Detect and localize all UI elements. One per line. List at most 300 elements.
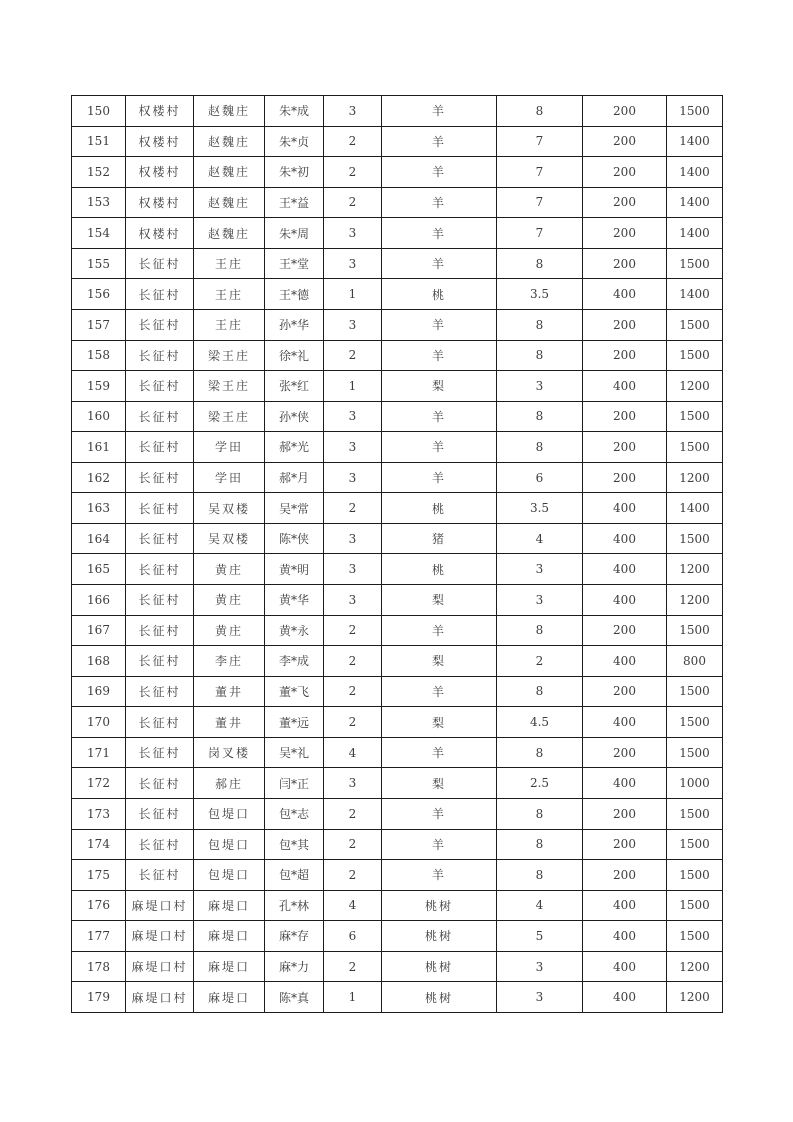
cell-village: 权楼村 (126, 126, 194, 157)
table-row (72, 218, 723, 249)
cell-total: 1500 (667, 676, 723, 707)
cell-total: 1200 (667, 982, 723, 1013)
cell-quantity: 7 (497, 218, 583, 249)
cell-total: 1500 (667, 615, 723, 646)
cell-type: 桃树 (382, 982, 497, 1013)
cell-hamlet: 包堤口 (194, 798, 265, 829)
cell-hamlet: 麻堤口 (194, 921, 265, 952)
cell-total: 1500 (667, 432, 723, 463)
cell-count: 2 (324, 951, 382, 982)
cell-person-name: 王*堂 (265, 248, 324, 279)
cell-village: 长征村 (126, 768, 194, 799)
cell-quantity: 3 (497, 554, 583, 585)
table-row (72, 860, 723, 891)
cell-unit-price: 200 (583, 462, 667, 493)
cell-unit-price: 200 (583, 737, 667, 768)
cell-unit-price: 200 (583, 248, 667, 279)
cell-unit-price: 400 (583, 279, 667, 310)
cell-total: 1000 (667, 768, 723, 799)
cell-total: 1400 (667, 157, 723, 188)
cell-hamlet: 王庄 (194, 248, 265, 279)
table-row (72, 187, 723, 218)
cell-total: 1400 (667, 218, 723, 249)
cell-row-number: 167 (72, 615, 126, 646)
cell-quantity: 8 (497, 309, 583, 340)
cell-count: 4 (324, 737, 382, 768)
table-row (72, 340, 723, 371)
cell-total: 1200 (667, 585, 723, 616)
cell-person-name: 朱*初 (265, 157, 324, 188)
cell-type: 羊 (382, 218, 497, 249)
cell-total: 1500 (667, 309, 723, 340)
cell-unit-price: 200 (583, 676, 667, 707)
cell-type: 羊 (382, 798, 497, 829)
cell-unit-price: 200 (583, 432, 667, 463)
cell-row-number: 170 (72, 707, 126, 738)
cell-count: 3 (324, 96, 382, 127)
cell-count: 3 (324, 585, 382, 616)
cell-person-name: 闫*正 (265, 768, 324, 799)
table-row (72, 96, 723, 127)
cell-row-number: 171 (72, 737, 126, 768)
cell-village: 麻堤口村 (126, 982, 194, 1013)
cell-type: 羊 (382, 187, 497, 218)
table-row (72, 615, 723, 646)
cell-hamlet: 梁王庄 (194, 401, 265, 432)
cell-hamlet: 黄庄 (194, 554, 265, 585)
cell-hamlet: 黄庄 (194, 615, 265, 646)
cell-hamlet: 黄庄 (194, 585, 265, 616)
cell-quantity: 8 (497, 798, 583, 829)
cell-row-number: 164 (72, 523, 126, 554)
cell-type: 羊 (382, 340, 497, 371)
cell-hamlet: 岗叉楼 (194, 737, 265, 768)
cell-type: 桃 (382, 279, 497, 310)
cell-unit-price: 200 (583, 340, 667, 371)
cell-hamlet: 梁王庄 (194, 371, 265, 402)
cell-person-name: 王*益 (265, 187, 324, 218)
cell-quantity: 7 (497, 157, 583, 188)
cell-type: 羊 (382, 309, 497, 340)
cell-total: 1400 (667, 187, 723, 218)
cell-quantity: 8 (497, 615, 583, 646)
cell-count: 1 (324, 371, 382, 402)
cell-quantity: 3 (497, 982, 583, 1013)
cell-total: 1200 (667, 371, 723, 402)
cell-total: 1500 (667, 737, 723, 768)
cell-unit-price: 400 (583, 921, 667, 952)
cell-type: 羊 (382, 860, 497, 891)
cell-unit-price: 400 (583, 371, 667, 402)
cell-person-name: 朱*成 (265, 96, 324, 127)
cell-count: 3 (324, 432, 382, 463)
cell-total: 1500 (667, 860, 723, 891)
cell-total: 1500 (667, 798, 723, 829)
cell-type: 羊 (382, 829, 497, 860)
cell-count: 4 (324, 890, 382, 921)
cell-row-number: 163 (72, 493, 126, 524)
cell-row-number: 151 (72, 126, 126, 157)
cell-village: 长征村 (126, 432, 194, 463)
cell-village: 权楼村 (126, 187, 194, 218)
cell-total: 1200 (667, 951, 723, 982)
cell-person-name: 郝*月 (265, 462, 324, 493)
cell-row-number: 162 (72, 462, 126, 493)
cell-person-name: 张*红 (265, 371, 324, 402)
cell-count: 1 (324, 982, 382, 1013)
cell-quantity: 7 (497, 187, 583, 218)
cell-person-name: 吴*礼 (265, 737, 324, 768)
cell-total: 1200 (667, 462, 723, 493)
cell-total: 1500 (667, 523, 723, 554)
cell-village: 长征村 (126, 523, 194, 554)
cell-unit-price: 200 (583, 96, 667, 127)
cell-row-number: 176 (72, 890, 126, 921)
cell-count: 2 (324, 493, 382, 524)
table-row (72, 401, 723, 432)
cell-village: 权楼村 (126, 96, 194, 127)
cell-quantity: 8 (497, 432, 583, 463)
cell-village: 麻堤口村 (126, 921, 194, 952)
cell-row-number: 152 (72, 157, 126, 188)
cell-person-name: 包*志 (265, 798, 324, 829)
table-row (72, 248, 723, 279)
cell-village: 长征村 (126, 585, 194, 616)
cell-row-number: 156 (72, 279, 126, 310)
cell-quantity: 8 (497, 860, 583, 891)
cell-unit-price: 200 (583, 615, 667, 646)
cell-hamlet: 学田 (194, 432, 265, 463)
cell-type: 羊 (382, 615, 497, 646)
cell-count: 1 (324, 279, 382, 310)
cell-type: 羊 (382, 96, 497, 127)
cell-village: 长征村 (126, 248, 194, 279)
cell-total: 1500 (667, 401, 723, 432)
cell-row-number: 153 (72, 187, 126, 218)
cell-total: 1500 (667, 707, 723, 738)
cell-person-name: 吴*常 (265, 493, 324, 524)
cell-village: 长征村 (126, 798, 194, 829)
cell-total: 1500 (667, 248, 723, 279)
cell-quantity: 7 (497, 126, 583, 157)
cell-quantity: 8 (497, 340, 583, 371)
cell-row-number: 175 (72, 860, 126, 891)
cell-row-number: 165 (72, 554, 126, 585)
cell-village: 长征村 (126, 401, 194, 432)
cell-unit-price: 200 (583, 401, 667, 432)
table-row (72, 279, 723, 310)
cell-row-number: 173 (72, 798, 126, 829)
table-row (72, 890, 723, 921)
cell-quantity: 8 (497, 829, 583, 860)
cell-hamlet: 包堤口 (194, 829, 265, 860)
cell-row-number: 169 (72, 676, 126, 707)
cell-row-number: 159 (72, 371, 126, 402)
cell-village: 长征村 (126, 340, 194, 371)
cell-type: 梨 (382, 646, 497, 677)
cell-count: 3 (324, 309, 382, 340)
cell-quantity: 3.5 (497, 279, 583, 310)
cell-total: 1500 (667, 829, 723, 860)
cell-count: 3 (324, 523, 382, 554)
cell-count: 3 (324, 768, 382, 799)
cell-person-name: 李*成 (265, 646, 324, 677)
cell-unit-price: 200 (583, 829, 667, 860)
table-row (72, 737, 723, 768)
cell-unit-price: 200 (583, 798, 667, 829)
cell-unit-price: 400 (583, 982, 667, 1013)
cell-unit-price: 200 (583, 860, 667, 891)
cell-hamlet: 麻堤口 (194, 982, 265, 1013)
cell-type: 羊 (382, 401, 497, 432)
compensation-table (71, 95, 723, 1013)
cell-count: 2 (324, 187, 382, 218)
cell-row-number: 178 (72, 951, 126, 982)
cell-type: 羊 (382, 126, 497, 157)
cell-village: 麻堤口村 (126, 890, 194, 921)
cell-person-name: 包*其 (265, 829, 324, 860)
cell-hamlet: 麻堤口 (194, 890, 265, 921)
cell-person-name: 黄*明 (265, 554, 324, 585)
table-row (72, 432, 723, 463)
cell-unit-price: 400 (583, 646, 667, 677)
cell-quantity: 3 (497, 951, 583, 982)
cell-village: 长征村 (126, 493, 194, 524)
cell-quantity: 8 (497, 676, 583, 707)
cell-hamlet: 赵魏庄 (194, 218, 265, 249)
table-row (72, 646, 723, 677)
cell-quantity: 8 (497, 737, 583, 768)
cell-unit-price: 200 (583, 187, 667, 218)
cell-village: 长征村 (126, 829, 194, 860)
cell-count: 2 (324, 615, 382, 646)
cell-unit-price: 400 (583, 523, 667, 554)
cell-type: 羊 (382, 432, 497, 463)
cell-count: 3 (324, 218, 382, 249)
cell-type: 羊 (382, 737, 497, 768)
cell-total: 1500 (667, 890, 723, 921)
cell-person-name: 董*远 (265, 707, 324, 738)
cell-village: 长征村 (126, 615, 194, 646)
table-row (72, 523, 723, 554)
cell-unit-price: 400 (583, 890, 667, 921)
cell-total: 1500 (667, 921, 723, 952)
cell-hamlet: 赵魏庄 (194, 126, 265, 157)
cell-quantity: 4.5 (497, 707, 583, 738)
cell-count: 2 (324, 798, 382, 829)
cell-count: 2 (324, 646, 382, 677)
cell-unit-price: 400 (583, 707, 667, 738)
cell-row-number: 174 (72, 829, 126, 860)
cell-hamlet: 赵魏庄 (194, 96, 265, 127)
cell-hamlet: 吴双楼 (194, 523, 265, 554)
cell-village: 长征村 (126, 676, 194, 707)
cell-row-number: 154 (72, 218, 126, 249)
cell-person-name: 麻*力 (265, 951, 324, 982)
cell-village: 长征村 (126, 309, 194, 340)
cell-row-number: 166 (72, 585, 126, 616)
cell-total: 1400 (667, 279, 723, 310)
cell-row-number: 177 (72, 921, 126, 952)
cell-row-number: 155 (72, 248, 126, 279)
cell-count: 2 (324, 829, 382, 860)
cell-row-number: 179 (72, 982, 126, 1013)
cell-village: 权楼村 (126, 218, 194, 249)
cell-total: 1500 (667, 96, 723, 127)
cell-type: 梨 (382, 768, 497, 799)
cell-type: 梨 (382, 585, 497, 616)
cell-count: 3 (324, 401, 382, 432)
cell-hamlet: 包堤口 (194, 860, 265, 891)
cell-village: 长征村 (126, 737, 194, 768)
cell-village: 长征村 (126, 860, 194, 891)
table-row (72, 951, 723, 982)
cell-count: 2 (324, 157, 382, 188)
table-row (72, 309, 723, 340)
cell-hamlet: 董井 (194, 707, 265, 738)
cell-quantity: 3 (497, 585, 583, 616)
cell-village: 长征村 (126, 279, 194, 310)
cell-quantity: 6 (497, 462, 583, 493)
cell-quantity: 2.5 (497, 768, 583, 799)
cell-quantity: 8 (497, 401, 583, 432)
table-body (72, 96, 723, 1013)
cell-type: 桃 (382, 493, 497, 524)
cell-person-name: 孔*林 (265, 890, 324, 921)
cell-total: 1400 (667, 126, 723, 157)
cell-type: 羊 (382, 462, 497, 493)
cell-quantity: 8 (497, 248, 583, 279)
table-row (72, 798, 723, 829)
cell-type: 梨 (382, 371, 497, 402)
cell-type: 桃树 (382, 921, 497, 952)
cell-person-name: 包*超 (265, 860, 324, 891)
cell-village: 权楼村 (126, 157, 194, 188)
cell-row-number: 150 (72, 96, 126, 127)
cell-person-name: 董*飞 (265, 676, 324, 707)
cell-total: 1200 (667, 554, 723, 585)
cell-hamlet: 梁王庄 (194, 340, 265, 371)
cell-type: 桃 (382, 554, 497, 585)
table-row (72, 829, 723, 860)
cell-row-number: 157 (72, 309, 126, 340)
cell-unit-price: 400 (583, 768, 667, 799)
table-row (72, 493, 723, 524)
table-row (72, 982, 723, 1013)
cell-row-number: 161 (72, 432, 126, 463)
cell-type: 羊 (382, 676, 497, 707)
cell-village: 麻堤口村 (126, 951, 194, 982)
cell-person-name: 朱*周 (265, 218, 324, 249)
cell-hamlet: 李庄 (194, 646, 265, 677)
cell-village: 长征村 (126, 371, 194, 402)
cell-village: 长征村 (126, 646, 194, 677)
cell-total: 800 (667, 646, 723, 677)
cell-unit-price: 200 (583, 157, 667, 188)
table-row (72, 126, 723, 157)
cell-unit-price: 200 (583, 218, 667, 249)
cell-hamlet: 赵魏庄 (194, 157, 265, 188)
table-row (72, 707, 723, 738)
table-row (72, 921, 723, 952)
cell-unit-price: 400 (583, 585, 667, 616)
cell-type: 桃树 (382, 951, 497, 982)
cell-quantity: 4 (497, 523, 583, 554)
cell-person-name: 黄*华 (265, 585, 324, 616)
cell-count: 3 (324, 462, 382, 493)
cell-unit-price: 400 (583, 951, 667, 982)
table-row (72, 462, 723, 493)
cell-person-name: 陈*侠 (265, 523, 324, 554)
cell-count: 2 (324, 676, 382, 707)
cell-row-number: 160 (72, 401, 126, 432)
cell-village: 长征村 (126, 707, 194, 738)
cell-type: 羊 (382, 248, 497, 279)
cell-total: 1500 (667, 340, 723, 371)
cell-count: 3 (324, 554, 382, 585)
cell-hamlet: 王庄 (194, 279, 265, 310)
cell-hamlet: 学田 (194, 462, 265, 493)
cell-row-number: 168 (72, 646, 126, 677)
cell-total: 1400 (667, 493, 723, 524)
cell-count: 2 (324, 860, 382, 891)
cell-count: 2 (324, 126, 382, 157)
cell-row-number: 158 (72, 340, 126, 371)
table-row (72, 554, 723, 585)
cell-type: 梨 (382, 707, 497, 738)
cell-person-name: 孙*侠 (265, 401, 324, 432)
cell-count: 6 (324, 921, 382, 952)
cell-person-name: 陈*真 (265, 982, 324, 1013)
cell-person-name: 郝*光 (265, 432, 324, 463)
cell-person-name: 黄*永 (265, 615, 324, 646)
cell-village: 长征村 (126, 554, 194, 585)
cell-type: 羊 (382, 157, 497, 188)
table-row (72, 676, 723, 707)
cell-type: 猪 (382, 523, 497, 554)
cell-hamlet: 麻堤口 (194, 951, 265, 982)
cell-person-name: 王*德 (265, 279, 324, 310)
cell-person-name: 朱*贞 (265, 126, 324, 157)
cell-unit-price: 200 (583, 126, 667, 157)
cell-quantity: 2 (497, 646, 583, 677)
cell-count: 2 (324, 340, 382, 371)
table-row (72, 768, 723, 799)
cell-quantity: 4 (497, 890, 583, 921)
cell-village: 长征村 (126, 462, 194, 493)
cell-hamlet: 赵魏庄 (194, 187, 265, 218)
cell-person-name: 麻*存 (265, 921, 324, 952)
cell-hamlet: 王庄 (194, 309, 265, 340)
cell-count: 3 (324, 248, 382, 279)
cell-unit-price: 200 (583, 309, 667, 340)
cell-quantity: 3.5 (497, 493, 583, 524)
cell-unit-price: 400 (583, 493, 667, 524)
table-row (72, 585, 723, 616)
cell-row-number: 172 (72, 768, 126, 799)
cell-unit-price: 400 (583, 554, 667, 585)
cell-quantity: 5 (497, 921, 583, 952)
cell-person-name: 徐*礼 (265, 340, 324, 371)
cell-hamlet: 吴双楼 (194, 493, 265, 524)
cell-person-name: 孙*华 (265, 309, 324, 340)
cell-quantity: 8 (497, 96, 583, 127)
cell-hamlet: 郝庄 (194, 768, 265, 799)
cell-count: 2 (324, 707, 382, 738)
cell-type: 桃树 (382, 890, 497, 921)
table-row (72, 157, 723, 188)
cell-quantity: 3 (497, 371, 583, 402)
